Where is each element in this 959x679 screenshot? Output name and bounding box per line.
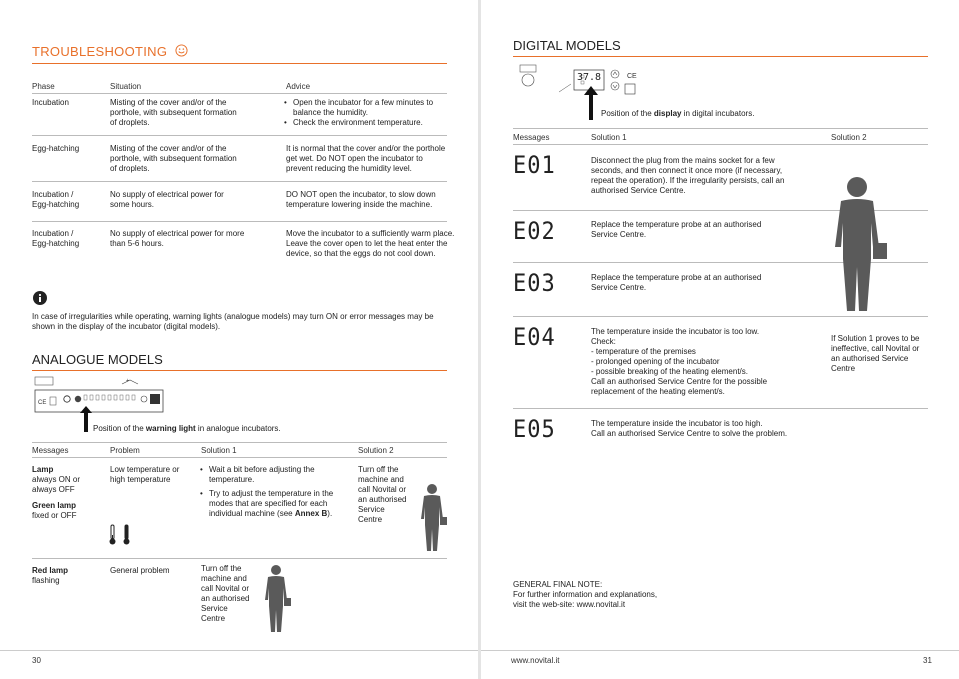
t2-header-solution1: Solution 1 bbox=[201, 446, 237, 455]
e04-solution1: The temperature inside the incubator is too low. Check: - temperature of the premises - prolonged opening of the incubator - possible breaking of the heating element/s. Call an authorised Service Centre for the possible replacement of the heating element/s. bbox=[591, 327, 768, 396]
display-caption-bold: display bbox=[653, 109, 682, 118]
t1-row4-phase: Incubation / Egg-hatching bbox=[32, 229, 80, 248]
error-code-e01: E01 bbox=[513, 152, 556, 180]
warning-caption-after: in analogue incubators. bbox=[195, 424, 281, 433]
analogue-models-title: ANALOGUE MODELS bbox=[32, 352, 163, 367]
svg-text:CE: CE bbox=[627, 73, 637, 80]
digital-title-underline bbox=[513, 56, 928, 57]
technician-icon bbox=[829, 170, 889, 320]
t1-row2-rule bbox=[32, 181, 447, 182]
display-caption-before: Position of the bbox=[601, 109, 654, 118]
r-header-top-rule bbox=[513, 128, 928, 129]
svg-text:+: + bbox=[126, 378, 129, 384]
t2-row1-problem: Low temperature or high temperature bbox=[110, 465, 180, 484]
thermometer-icon bbox=[108, 524, 136, 546]
t2-row2-solution1: Turn off the machine and call Novital or an authorised Service Centre bbox=[201, 564, 250, 623]
e02-solution1: Replace the temperature probe at an authorised Service Centre. bbox=[591, 220, 762, 239]
final-note-line1: For further information and explanations, bbox=[513, 590, 658, 599]
t2-row1-rule bbox=[32, 558, 447, 559]
title-underline bbox=[32, 63, 447, 64]
t1-row3-rule bbox=[32, 221, 447, 222]
left-page-number: 30 bbox=[32, 656, 41, 665]
display-caption bbox=[601, 109, 754, 119]
t1-header-rule bbox=[32, 93, 447, 94]
right-footer-rule bbox=[481, 650, 959, 651]
svg-text:CE: CE bbox=[38, 400, 47, 406]
e04-solution2: If Solution 1 proves to be ineffective, call Novital or an authorised Service Centre bbox=[831, 334, 920, 373]
info-icon bbox=[33, 291, 47, 305]
display-reading: 37.8 bbox=[577, 72, 602, 83]
r-header-solution2: Solution 2 bbox=[831, 133, 867, 142]
e01-solution1: Disconnect the plug from the mains socket for a few seconds, and then connect it once more (if necessary, repeat the operation). If the irregularity persists, call an authorised Service Centre. bbox=[591, 156, 785, 195]
e05-solution1: The temperature inside the incubator is too high. Call an authorised Service Centre to solve the problem. bbox=[591, 419, 788, 438]
final-note-line2: visit the web-site: www.novital.it bbox=[513, 600, 626, 609]
t1-row3-advice: DO NOT open the incubator, to slow down temperature lowering inside the machine. bbox=[286, 190, 436, 209]
t2-top-rule bbox=[32, 442, 447, 443]
technician-icon bbox=[418, 483, 448, 553]
t1-row2-advice: It is normal that the cover and/or the porthole get wet. Do NOT open the incubator to prevent reducing the humidity level. bbox=[286, 144, 446, 173]
t1-row1-rule bbox=[32, 135, 447, 136]
right-page-number: 31 bbox=[923, 656, 932, 665]
error-code-e03: E03 bbox=[513, 270, 556, 298]
t2-header-rule bbox=[32, 457, 447, 458]
lamp-state: always ON or always OFF bbox=[32, 475, 81, 494]
t2-header-solution2: Solution 2 bbox=[358, 446, 394, 455]
t1-row2-phase: Egg-hatching bbox=[32, 144, 80, 153]
warning-caption-before: Position of the bbox=[93, 424, 146, 433]
t2-header-messages: Messages bbox=[32, 446, 69, 455]
arrow-up-icon bbox=[80, 406, 92, 432]
t1-row1-phase: Incubation bbox=[32, 98, 69, 107]
t2-row2-problem: General problem bbox=[110, 566, 170, 575]
final-note-title: GENERAL FINAL NOTE: bbox=[513, 580, 603, 589]
r-header-messages: Messages bbox=[513, 133, 550, 142]
t1-header-phase: Phase bbox=[32, 82, 55, 91]
r-header-solution1: Solution 1 bbox=[591, 133, 627, 142]
t1-row3-phase: Incubation / Egg-hatching bbox=[32, 190, 80, 209]
t2-row2-messages bbox=[32, 566, 102, 586]
footer-url[interactable]: www.novital.it bbox=[511, 656, 560, 665]
red-lamp-state: flashing bbox=[32, 576, 60, 585]
e03-solution1: Replace the temperature probe at an authorised Service Centre. bbox=[591, 273, 762, 292]
t1-row3-situation: No supply of electrical power for some hours. bbox=[110, 190, 224, 209]
digital-models-title: DIGITAL MODELS bbox=[513, 38, 621, 53]
t1-row1-situation: Misting of the cover and/or of the porthole, with subsequent formation of droplets. bbox=[110, 98, 237, 127]
left-page bbox=[0, 0, 478, 679]
green-lamp-state: fixed or OFF bbox=[32, 511, 77, 520]
e04-rule bbox=[513, 408, 928, 409]
t2-header-problem: Problem bbox=[110, 446, 140, 455]
t2-row1-messages bbox=[32, 465, 102, 521]
analogue-underline bbox=[32, 370, 447, 371]
t1-header-advice: Advice bbox=[286, 82, 311, 91]
t1-row1-advice-2: • Check the environment temperature. bbox=[284, 118, 454, 128]
lamp-label: Lamp bbox=[32, 465, 54, 474]
error-code-e02: E02 bbox=[513, 218, 556, 246]
right-page bbox=[481, 0, 959, 679]
analogue-panel-drawing bbox=[34, 376, 164, 414]
arrow-up-icon bbox=[584, 86, 598, 120]
error-code-e05: E05 bbox=[513, 416, 556, 444]
troubleshooting-title-text: TROUBLESHOOTING bbox=[32, 44, 168, 59]
warning-caption-bold: warning light bbox=[145, 424, 196, 433]
t2-row1-solution1 bbox=[200, 465, 335, 519]
t2-sol1-item1: • Wait a bit before adjusting the temperature. bbox=[200, 465, 335, 485]
t2-sol1-item2-before: Try to adjust the temperature in the modes that are specified for each individual machine (see bbox=[209, 489, 334, 518]
t1-row2-situation: Misting of the cover and/or of the porthole, with subsequent formation of droplets. bbox=[110, 144, 237, 173]
red-lamp-label: Red lamp bbox=[32, 566, 69, 575]
display-caption-after: in digital incubators. bbox=[681, 109, 755, 118]
t1-row4-advice: Move the incubator to a sufficiently warm place. Leave the cover open to let the heat enter the device, so that the eggs do not cool down. bbox=[286, 229, 455, 258]
warning-light-caption bbox=[93, 424, 281, 434]
troubleshooting-title bbox=[32, 44, 188, 59]
t2-row1-solution2: Turn off the machine and call Novital or an authorised Service Centre bbox=[358, 465, 407, 524]
general-final-note bbox=[513, 580, 713, 610]
t2-sol1-item2-after: ). bbox=[327, 509, 333, 518]
annex-b: Annex B bbox=[294, 509, 328, 518]
t1-row1-advice bbox=[284, 98, 454, 128]
technician-icon bbox=[262, 564, 292, 634]
error-code-e04: E04 bbox=[513, 324, 556, 352]
r-header-rule bbox=[513, 144, 928, 145]
smiley-icon bbox=[175, 44, 188, 57]
t2-sol1-item2 bbox=[200, 489, 335, 519]
t1-row4-situation: No supply of electrical power for more than 5-6 hours. bbox=[110, 229, 245, 248]
t1-row1-advice-1: • Open the incubator for a few minutes to balance the humidity. bbox=[284, 98, 454, 118]
info-note: In case of irregularities while operating, warning lights (analogue models) may turn ON or error messages may be shown in the display of the incubator (digital models). bbox=[32, 312, 434, 331]
left-footer-rule bbox=[0, 650, 478, 651]
green-lamp-label: Green lamp bbox=[32, 501, 77, 510]
t1-header-situation: Situation bbox=[110, 82, 142, 91]
